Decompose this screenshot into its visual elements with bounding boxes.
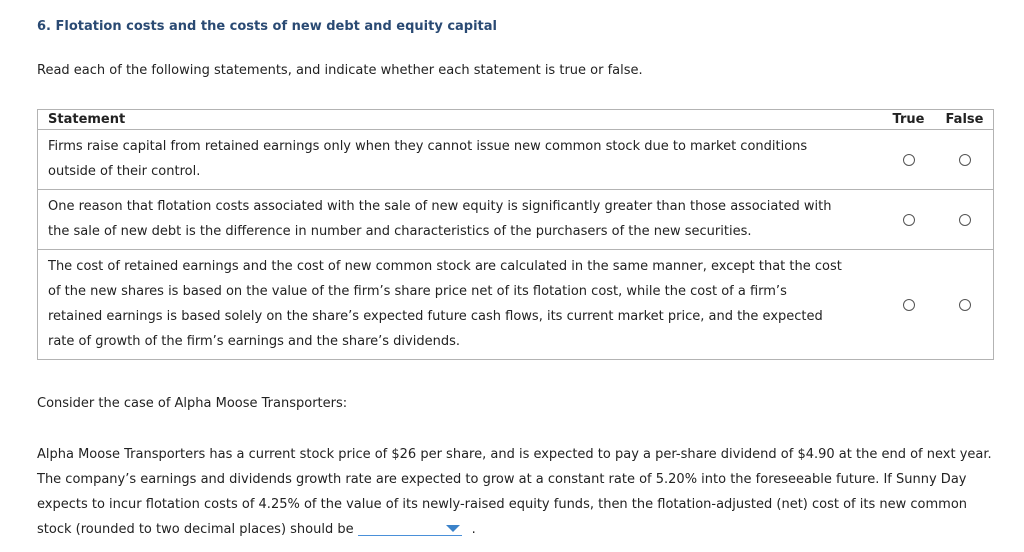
table-row [38,250,994,360]
true-radio[interactable] [903,154,915,166]
case-intro: Consider the case of Alpha Moose Transporters: [37,396,348,411]
true-false-table [37,109,994,360]
table-row [38,190,994,250]
question-title: 6. Flotation costs and the costs of new debt and equity capital [37,19,498,34]
instructions-text: Read each of the following statements, and indicate whether each statement is true or false. [37,63,643,78]
false-cell [936,190,994,250]
true-column-header: True [875,110,936,130]
end-period: . [471,522,476,537]
false-radio[interactable] [959,299,971,311]
false-radio[interactable] [959,214,971,226]
false-column-header: False [936,110,994,130]
true-radio[interactable] [903,214,915,226]
true-radio[interactable] [903,299,915,311]
statement-text: Firms raise capital from retained earnings only when they cannot issue new common stock due to market conditions outside of their control. [38,130,876,190]
table-header-row [38,110,994,130]
false-cell [936,130,994,190]
statement-column-header: Statement [38,110,876,130]
table-row [38,130,994,190]
problem-text: Alpha Moose Transporters has a current stock price of $26 per share, and is expected to pay a per-share dividend of $4.90 at the end of next year. The company’s earnings and dividends growth rate are expected to grow at a constant rate of 5.20% into the foreseeable future. If Sunny Day expects to incur flotation costs of 4.25% of the value of its newly-raised equity funds, then the flotation-adjusted (net) cost of its new common stock (rounded to two decimal places) should be [37,447,992,537]
false-radio[interactable] [959,154,971,166]
true-cell [875,190,936,250]
answer-dropdown[interactable] [358,520,462,536]
true-cell [875,250,936,360]
problem-statement [37,442,997,542]
false-cell [936,250,994,360]
statement-text: One reason that flotation costs associated with the sale of new equity is significantly greater than those associated with the sale of new debt is the difference in number and characteristics of the purchasers of the new securities. [38,190,876,250]
caret-down-icon [446,525,460,532]
true-cell [875,130,936,190]
statement-text: The cost of retained earnings and the cost of new common stock are calculated in the same manner, except that the cost of the new shares is based on the value of the firm’s share price net of its flotation cost, while the cost of a firm’s retained earnings is based solely on the share’s expected future cash flows, its current market price, and the expected rate of growth of the firm’s earnings and the share’s dividends. [48,259,842,349]
